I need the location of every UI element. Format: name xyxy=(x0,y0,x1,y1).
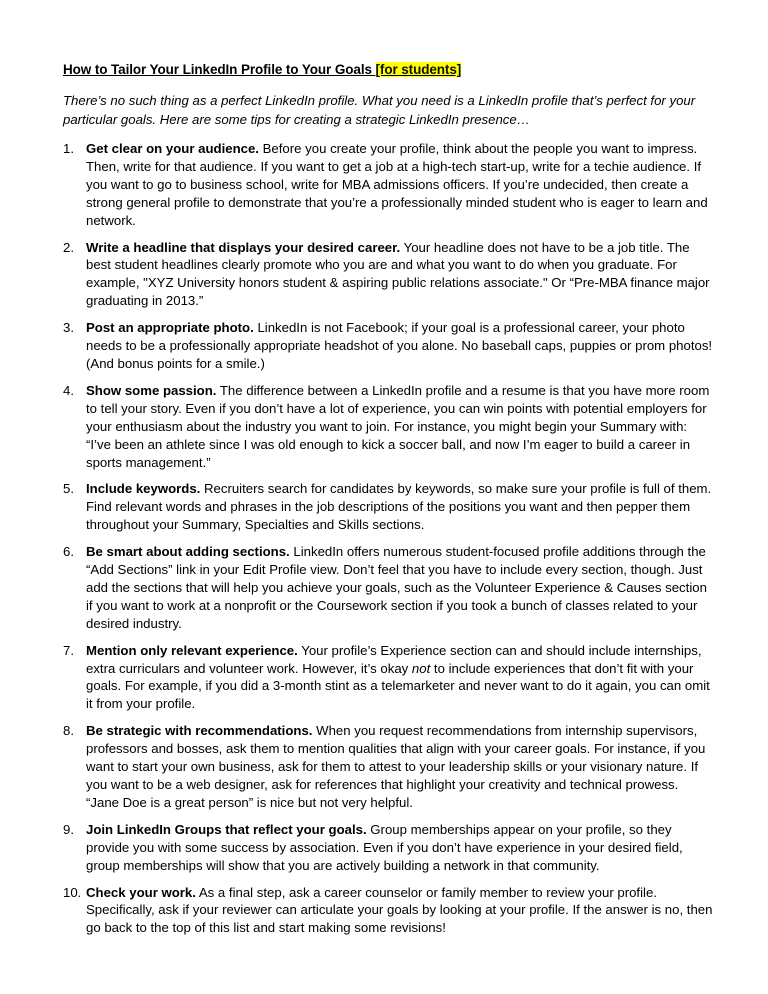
tip-item-3 xyxy=(63,319,713,373)
intro-paragraph: There’s no such thing as a perfect LinkedIn profile. What you need is a LinkedIn profile that’s perfect for your particular goals. Here are some tips for creating a strategic LinkedIn presence… xyxy=(63,93,696,127)
tip-item-1 xyxy=(63,140,713,230)
tip-heading: Join LinkedIn Groups that reflect your goals. xyxy=(86,821,367,837)
tip-item-2 xyxy=(63,239,713,311)
tip-item-9 xyxy=(63,821,713,875)
tips-list xyxy=(63,140,713,937)
tip-item-10 xyxy=(63,884,713,938)
tip-item-6 xyxy=(63,543,713,633)
tip-heading: Include keywords. xyxy=(86,481,201,497)
tip-body: LinkedIn offers numerous student-focused profile additions through the “Add Sections” link in your Edit Profile view. Don’t feel that you have to include every section, though. Just add the sections that will help you achieve your goals, such as the Volunteer Experience & Causes section if you want to work at a nonprofit or the Coursework section if you took a bunch of classes related to your desired industry. xyxy=(86,544,707,631)
document-title xyxy=(63,62,713,77)
document-page xyxy=(63,62,713,946)
tip-number: 3. xyxy=(63,320,74,336)
tip-body: The difference between a LinkedIn profile and a resume is that you have more room to tell your story. Even if you don’t have a lot of experience, you can win points with potential employers for your enthusiasm about the industry you want to join. For instance, you might begin your Summary with: “I’ve been an athlete since I was old enough to kick a soccer ball, and now I’m eager to build a career in sports management.” xyxy=(86,382,710,470)
tip-heading: Write a headline that displays your desired career. xyxy=(86,239,401,255)
tip-number: 1. xyxy=(63,141,74,156)
tip-heading: Be smart about adding sections. xyxy=(86,544,290,560)
tip-number: 10. xyxy=(63,884,82,900)
tip-item-8 xyxy=(63,722,713,812)
tip-heading: Post an appropriate photo. xyxy=(86,320,254,336)
tip-body-continued: to include experiences that don’t fit with your goals. For example, if you did a 3-month stint as a telemarketer and never want to do it again, you can omit it from your profile. xyxy=(86,660,710,712)
tip-body: Before you create your profile, think about the people you want to impress. Then, write for that audience. If you want to get a job at a high-tech start-up, write for a techie audience. If you want to go to business school, write for MBA admissions officers. If you’re undecided, then create a strong general profile to demonstrate that you’re a professionally minded student who is eager to learn and network. xyxy=(86,141,708,228)
tip-body: LinkedIn is not Facebook; if your goal is a professional career, your photo needs to be a professionally appropriate headshot of you alone. No baseball caps, puppies or prom photos! (And bonus points for a smile.) xyxy=(86,320,713,371)
tip-body: When you request recommendations from internship supervisors, professors and bosses, ask them to mention qualities that align with your career goals. For instance, if you want to start your own business, ask for them to attest to your leadership skills or your visionary nature. If you want to be a web designer, ask for references that highlight your creativity and technical prowess. “Jane Doe is a great person” is nice but not very helpful. xyxy=(86,723,706,810)
tip-number: 9. xyxy=(63,821,74,837)
tip-body: Group memberships appear on your profile, so they provide you with some success by association. Even if you don’t have experience in your desired field, group memberships will show that you are actively building a network in that community. xyxy=(86,821,683,873)
title-highlight-tag: [for students] xyxy=(375,62,462,77)
tip-number: 8. xyxy=(63,723,74,739)
tip-emphasis: not xyxy=(411,660,431,676)
tip-body: Recruiters search for candidates by keywords, so make sure your profile is full of them. Find relevant words and phrases in the job descriptions of the positions you want and then pepper them throughout your Summary, Specialties and Skills sections. xyxy=(86,481,712,533)
tip-number: 5. xyxy=(63,481,74,497)
tip-heading: Be strategic with recommendations. xyxy=(86,723,313,739)
title-main: How to Tailor Your LinkedIn Profile to Your Goals xyxy=(63,62,376,77)
tip-heading: Show some passion. xyxy=(86,382,217,398)
tip-number: 6. xyxy=(63,544,74,560)
tip-number: 7. xyxy=(63,642,74,658)
tip-body: As a final step, ask a career counselor or family member to review your profile. Specifically, ask if your reviewer can articulate your goals by looking at your profile. If the answer is no, then go back to the top of this list and start making some revisions! xyxy=(86,884,713,936)
tip-item-4 xyxy=(63,382,713,472)
tip-body: Your profile’s Experience section can and should include internships, extra curriculars and volunteer work. However, it’s okay xyxy=(86,642,702,676)
tip-item-7 xyxy=(63,642,713,714)
tip-item-5 xyxy=(63,480,713,534)
tip-body: Your headline does not have to be a job title. The best student headlines clearly promote who you are and what you want to do when you graduate. For example, "XYZ University honors student & aspiring public relations associate." Or “Pre-MBA finance major graduating in 2013.” xyxy=(86,239,710,309)
tip-heading: Mention only relevant experience. xyxy=(86,642,298,658)
tip-number: 4. xyxy=(63,382,74,398)
tip-heading: Check your work. xyxy=(86,884,196,900)
tip-heading: Get clear on your audience. xyxy=(86,141,259,156)
tip-number: 2. xyxy=(63,239,74,255)
